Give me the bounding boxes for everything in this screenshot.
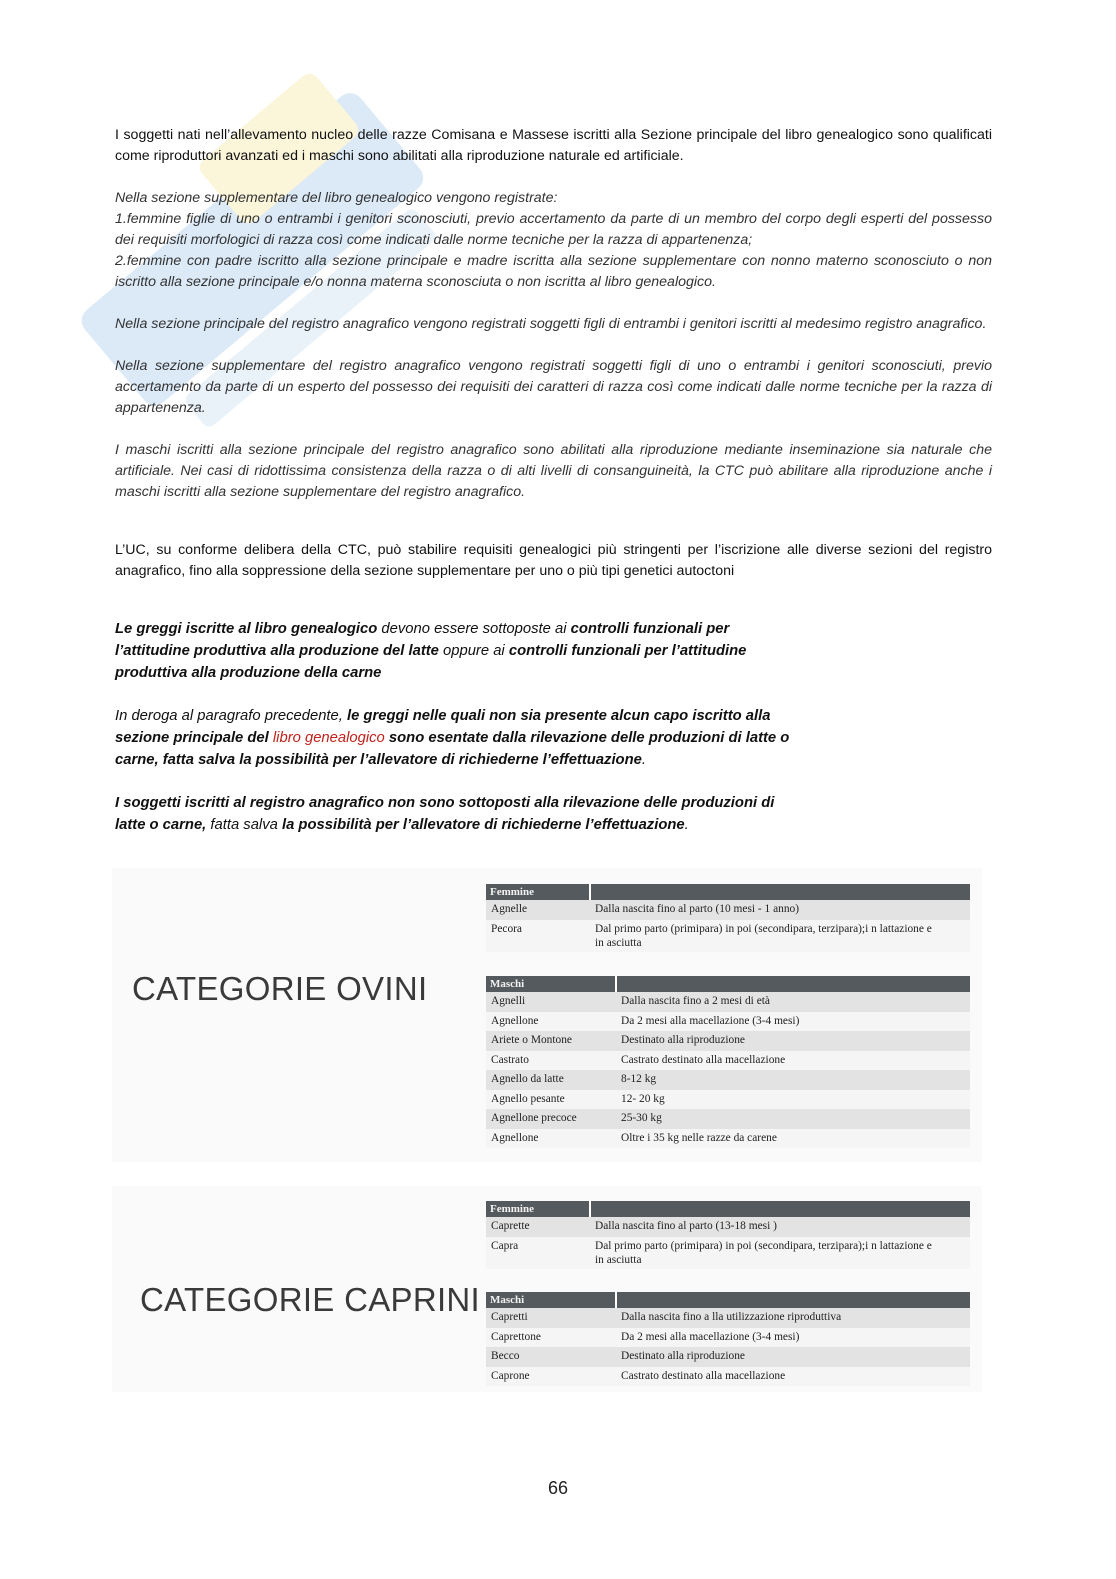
table-row: Capra Dal primo parto (primipara) in poi (secondipara, terzipara);i n lattazione e in asciutta <box>486 1237 970 1269</box>
uc-paragraph <box>115 540 992 582</box>
table-row: Agnello pesante 12- 20 kg <box>486 1090 970 1110</box>
intro-paragraph <box>115 125 992 167</box>
table-row: Ariete o Montone Destinato alla riproduzione <box>486 1031 970 1051</box>
controls-section <box>115 618 805 857</box>
table-row: Castrato Castrato destinato alla macellazione <box>486 1051 970 1071</box>
table-header: Maschi <box>486 976 616 992</box>
table-row: Agnelle Dalla nascita fino al parto (10 mesi - 1 anno) <box>486 900 970 920</box>
ovini-maschi-table <box>486 976 970 1148</box>
italic-section <box>115 188 992 524</box>
supplementary-item-1: 1.femmine figlie di uno o entrambi i genitori sconosciuti, previo accertamento da parte di un membro del corpo degli esperti del possesso dei requisiti morfologici di razza così come indicati dalle norme tecniche per la razza di appartenenza; <box>115 211 992 248</box>
supplementary-item-2: 2.femmine con padre iscritto alla sezione principale e madre iscritta alla sezione supplementare con nonno materno sconosciuto o non iscritto alla sezione principale e/o nonna materna sconosciuta o non iscritta al libro genealogico. <box>115 253 992 290</box>
caprini-title: CATEGORIE CAPRINI <box>140 1281 481 1318</box>
table-row: Agnello da latte 8-12 kg <box>486 1070 970 1090</box>
intro-text: I soggetti nati nell’allevamento nucleo delle razze Comisana e Massese iscritti alla Sezione principale del libro genealogico sono qualificati come riproduttori avanzati ed i maschi sono abilitati alla riproduzione naturale ed artificiale. <box>115 127 992 164</box>
table-row: Becco Destinato alla riproduzione <box>486 1347 970 1367</box>
controls-paragraph-1: Le greggi iscritte al libro genealogico devono essere sottoposte ai controlli funzionali per l’attitudine produttiva alla produzione del latte oppure ai controlli funzionali per l’attitudine produttiva alla produzione della carne <box>115 621 747 681</box>
caprini-femmine-table <box>486 1201 970 1269</box>
ovini-title: CATEGORIE OVINI <box>132 970 428 1007</box>
supplementary-intro: Nella sezione supplementare del libro genealogico vengono registrate: <box>115 190 558 206</box>
males-registry-paragraph: I maschi iscritti alla sezione principale del registro anagrafico sono abilitati alla riproduzione mediante inseminazione sia naturale che artificiale. Nei casi di ridottissima consistenza della razza o di alti livelli di consanguineità, la CTC può abilitare alla riproduzione anche i maschi iscritti alla sezione supplementare del registro anagrafico. <box>115 442 992 500</box>
table-row: Caprettone Da 2 mesi alla macellazione (3-4 mesi) <box>486 1328 970 1348</box>
supplementary-registry-paragraph: Nella sezione supplementare del registro anagrafico vengono registrati soggetti figli di uno o entrambi i genitori sconosciuti, previo accertamento da parte di un esperto del possesso dei requisiti dei caratteri di razza così come indicati dalle norme tecniche per la razza di appartenenza. <box>115 358 992 416</box>
table-row: Caprette Dalla nascita fino al parto (13-18 mesi ) <box>486 1217 970 1237</box>
controls-paragraph-2: In deroga al paragrafo precedente, le greggi nelle quali non sia presente alcun capo iscritto alla sezione principale del libro genealogico sono esentate dalla rilevazione delle produzioni di latte o carne, fatta salva la possibilità per l’allevatore di richiederne l’effettuazione. <box>115 708 790 768</box>
table-row: Agnelli Dalla nascita fino a 2 mesi di età <box>486 992 970 1012</box>
table-row: Agnellone Oltre i 35 kg nelle razze da carene <box>486 1129 970 1149</box>
table-row: Capretti Dalla nascita fino a lla utilizzazione riproduttiva <box>486 1308 970 1328</box>
caprini-maschi-table <box>486 1292 970 1386</box>
ovini-femmine-table <box>486 884 970 952</box>
page-number: 66 <box>547 1478 569 1498</box>
controls-paragraph-3: I soggetti iscritti al registro anagrafico non sono sottoposti alla rilevazione delle produzioni di latte o carne, fatta salva la possibilità per l’allevatore di richiederne l’effettuazione. <box>115 795 775 833</box>
uc-text: L’UC, su conforme delibera della CTC, può stabilire requisiti genealogici più stringenti per l’iscrizione alle diverse sezioni del registro anagrafico, fino alla soppressione della sezione supplementare per uno o più tipi genetici autoctoni <box>115 542 992 579</box>
table-row: Agnellone precoce 25-30 kg <box>486 1109 970 1129</box>
table-row: Caprone Castrato destinato alla macellazione <box>486 1367 970 1387</box>
table-header: Femmine <box>486 1201 590 1217</box>
table-header: Femmine <box>486 884 590 900</box>
table-row: Pecora Dal primo parto (primipara) in poi (secondipara, terzipara);i n lattazione e in asciutta <box>486 920 970 952</box>
principal-registry-paragraph: Nella sezione principale del registro anagrafico vengono registrati soggetti figli di entrambi i genitori iscritti al medesimo registro anagrafico. <box>115 316 987 332</box>
libro-genealogico-highlight: libro genealogico <box>272 730 385 746</box>
table-header: Maschi <box>486 1292 616 1308</box>
table-row: Agnellone Da 2 mesi alla macellazione (3-4 mesi) <box>486 1012 970 1032</box>
